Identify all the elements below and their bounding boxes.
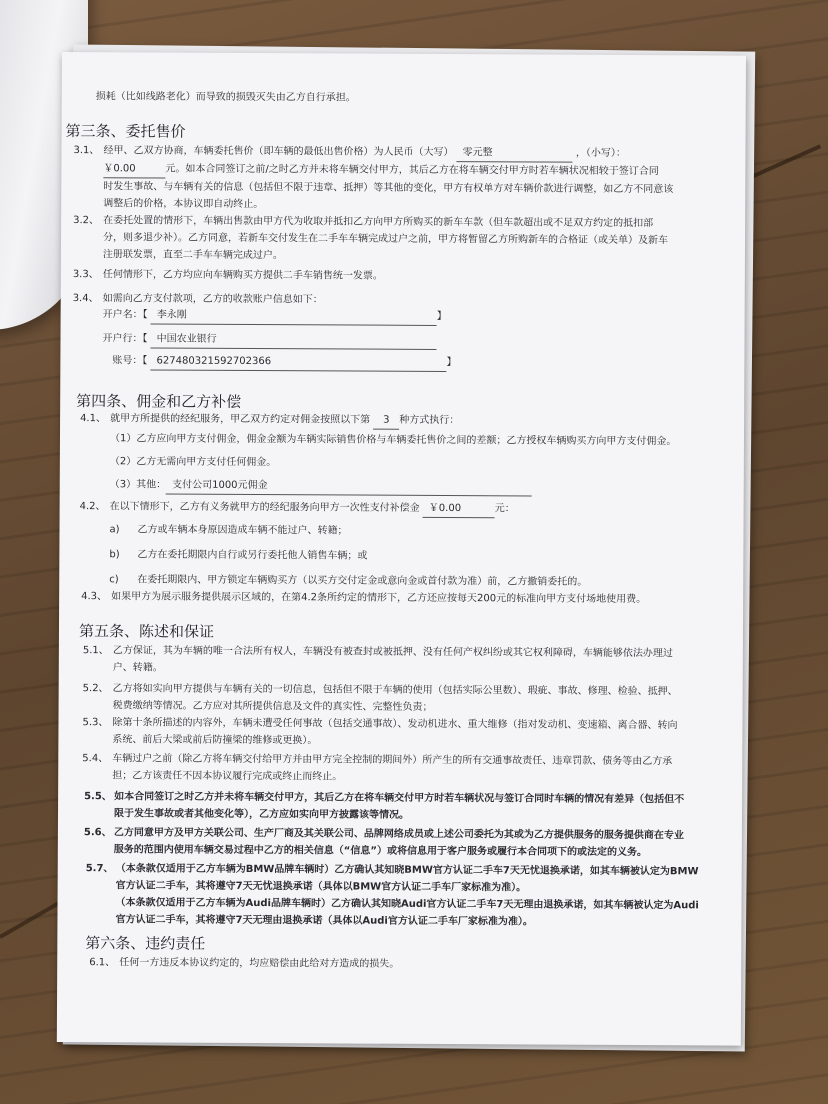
bracket: 】: [446, 357, 457, 369]
clause-text: 如需向乙方支付款项，乙方的收款账户信息如下：: [102, 293, 323, 306]
clause-text: 乙方将如实向甲方提供与车辆有关的一切信息，包括但不限于车辆的使用（包括实际公里数）、瑕疵、事故、修理、检验、抵押、: [112, 683, 678, 698]
clause-number: 3.1、: [73, 145, 100, 157]
clause-text: 就甲方所提供的经纪服务，甲乙双方约定对佣金按照以下第: [110, 413, 371, 426]
clause-5-1: [83, 642, 733, 679]
clause-text: 在以下情形下，乙方有义务就甲方的经纪服务向甲方一次性支付补偿金: [109, 501, 420, 514]
section-6-heading: 第六条、违约责任: [85, 934, 206, 953]
clause-number: 5.6、: [83, 827, 112, 839]
clause-text: 限于发生事故或者其他变化等），乙方应如实向甲方披露该等情况。: [113, 808, 410, 821]
account-name-row: [103, 306, 745, 327]
commission-option-2: （2）乙方无需向甲方支付任何佣金。: [109, 456, 277, 469]
clause-number: 5.1、: [82, 645, 109, 657]
clause-text: 税费缴纳等情况。乙方应对其所提供信息及文件的真实性、完整性负责；: [112, 700, 433, 713]
clause-text: 在委托处置的情形下，车辆出售款由甲方代为收取并抵扣乙方向甲方所购买的新车车款（但车款超出或不足双方约定的抵扣部: [103, 215, 654, 230]
section-3-heading: 第三条、委托售价: [65, 122, 186, 141]
clause-text: 种方式执行：: [399, 414, 460, 427]
bank-row: [102, 330, 744, 351]
clause-number: 5.5、: [84, 791, 112, 803]
clause-text: 如果甲方为展示服务提供展示区域的，在第4.2条所约定的情形下，乙方还应按每天200元的标准向甲方支付场地使用费。: [111, 591, 647, 606]
clause-4-2: [79, 498, 729, 591]
clause-3-1: [73, 142, 733, 215]
clause-5-6: [84, 824, 734, 861]
clause-text: 元。如本合同签订之前/之时乙方并未将车辆交付甲方，其后乙方在将车辆交付甲方时若车辆状况相较于签订合同: [165, 163, 659, 178]
clause-number: 5.4、: [82, 753, 109, 765]
bracket: 【: [142, 309, 148, 321]
item-text: 在委托期限内、甲方锁定车辆购买方（以买方交付定金或意向金或首付款为准）前，乙方撤销委托的。: [137, 574, 588, 588]
clause-text: 服务的范围内使用车辆交易过程中乙方的相关信息（“信息”）或将信息用于客户服务或履行本合同项下的或法定的义务。: [113, 844, 648, 859]
clause-text: （本条款仅适用于乙方车辆为Audi品牌车辆时）乙方确认其知晓Audi官方认证二手车7天无理由退换承诺，如其车辆被认定为Audi: [115, 897, 699, 912]
item-text: 乙方或车辆本身原因造成车辆不能过户、转籍；: [137, 524, 348, 537]
price-capital-field: 零元整: [457, 144, 573, 163]
clause-3-2: [73, 212, 733, 266]
clause-4-1: [80, 410, 730, 497]
bracket: 【: [142, 355, 148, 367]
clause-text: 时发生事故、与车辆有关的信息（包括但不限于违章、抵押）等其他的变化，甲方有权单方对车辆价款进行调整，如乙方不同意该: [103, 181, 674, 196]
clause-text: 任何一方违反本协议约定的，均应赔偿由此给对方造成的损失。: [119, 957, 400, 970]
section-4-heading: 第四条、佣金和乙方补偿: [76, 392, 242, 411]
clause-text: 调整后的价格，本协议即自动终止。: [103, 198, 264, 211]
clause-number: 6.1、: [89, 957, 116, 969]
clause-text: 注册联发票，直至二手车车辆完成过户。: [102, 249, 283, 262]
clause-5-3: [82, 714, 732, 751]
clause-text: 除第十条所描述的内容外，车辆未遭受任何事故（包括交通事故）、发动机进水、重大维修（指对发动机、变速箱、离合器、转向: [112, 717, 678, 732]
bracket: 【: [142, 333, 148, 345]
section-5-heading: 第五条、陈述和保证: [78, 622, 215, 641]
account-number-row: [112, 352, 744, 373]
item-text: 乙方在委托期限内自行或另行委托他人销售车辆；或: [137, 549, 368, 562]
clause-number: 4.1、: [80, 413, 107, 425]
account-number-label: 账号：: [112, 355, 143, 367]
clause-number: 3.2、: [73, 215, 100, 227]
clause-text: （本条款仅适用于乙方车辆为BMW品牌车辆时）乙方确认其知晓BMW官方认证二手车7天无忧退换承诺，如其车辆被认定为BMW: [115, 863, 699, 878]
bracket: 】: [436, 310, 447, 323]
clause-number: 4.2、: [79, 501, 106, 513]
clause-text: 官方认证二手车，其将遵守7天无理由退换承诺（具体以Audi官方认证二手车厂家标准为准）。: [115, 914, 533, 928]
commission-option-3-field: 支付公司1000元佣金: [166, 477, 532, 497]
clause-3-3: [73, 266, 745, 287]
clause-text: 任何情形下，乙方均应向车辆购买方提供二手车销售统一发票。: [102, 269, 383, 282]
clause-5-5: [84, 788, 734, 825]
commission-option-1: （1）乙方应向甲方支付佣金，佣金金额为车辆实际销售价格与车辆委托售价之间的差额；乙方授权车辆购买方向甲方支付佣金。: [109, 433, 677, 448]
clause-text: 官方认证二手车，其将遵守7天无忧退换承诺（具体以BMW官方认证二手车厂家标准为准）。: [115, 880, 527, 894]
clause-number: 5.7、: [85, 863, 114, 875]
account-name-field: 李永刚: [151, 306, 437, 325]
compensation-amount-field: ￥0.00: [423, 500, 495, 518]
price-amount-field: ￥0.00: [103, 160, 165, 178]
clause-4-3: [81, 588, 743, 608]
account-number-field: 627480321592702366: [151, 352, 447, 372]
contract-page: [57, 52, 746, 1046]
small-amount-label: ，（小写）：: [575, 147, 626, 159]
commission-option-3-label: （3）其他：: [109, 479, 167, 491]
bank-field: 中国农业银行: [151, 330, 437, 349]
clause-6-1: [89, 954, 741, 974]
item-label: a): [109, 524, 120, 536]
clause-text: 系统、前后大梁或前后防撞梁的维修或更换）。: [112, 734, 318, 747]
clause-number: 5.3、: [82, 717, 109, 729]
clause-number: 3.3、: [72, 269, 99, 281]
item-label: c): [109, 574, 119, 586]
clause-5-7: [85, 860, 735, 931]
bank-label: 开户行：: [102, 333, 143, 345]
account-name-label: 开户名：: [102, 309, 143, 321]
clause-text: 如本合同签订之时乙方并未将车辆交付甲方，其后乙方在将车辆交付甲方时若车辆状况与签订合同时车辆的情况有差异（包括但不: [114, 791, 685, 806]
clause-text: 担；乙方该责任不因本协议履行完成或终止而终止。: [112, 770, 343, 783]
clause-number: 5.2、: [82, 683, 109, 695]
commission-option-field: 3: [373, 412, 399, 430]
clause-text: 户、转籍。: [112, 662, 163, 674]
clause-5-2: [83, 680, 733, 717]
clause-text: 分，则多退少补）。乙方同意，若新车交付发生在二手车车辆完成过户之前，甲方将暂留乙方所购新车的合格证（或关单）及新车: [102, 232, 669, 247]
clause-number: 3.4、: [72, 293, 99, 305]
clause-text: 元：: [494, 503, 515, 515]
clause-text: 经甲、乙双方协商，车辆委托售价（即车辆的最低出售价格）为人民币（大写）: [103, 145, 454, 159]
clause-number: 4.3、: [81, 591, 108, 603]
item-label: b): [109, 549, 120, 561]
clause-5-4: [82, 750, 732, 787]
clause-text: 乙方保证，其为车辆的唯一合法所有权人，车辆没有被查封或被抵押、没有任何产权纠纷或其它权利障碍，车辆能够依法办理过: [112, 645, 673, 660]
clause-text: 车辆过户之前（除乙方将车辆交付给甲方并由甲方完全控制的期间外）所产生的所有交通事故责任、违章罚款、债务等由乙方承: [112, 753, 673, 768]
continued-line: 损耗（比如线路老化）而导致的损毁灭失由乙方自行承担。: [95, 91, 356, 104]
clause-text: 乙方同意甲方及甲方关联公司、生产厂商及其关联公司、品牌网络成员或上述公司委托为其或为乙方提供服务的服务提供商在专业: [113, 827, 684, 842]
